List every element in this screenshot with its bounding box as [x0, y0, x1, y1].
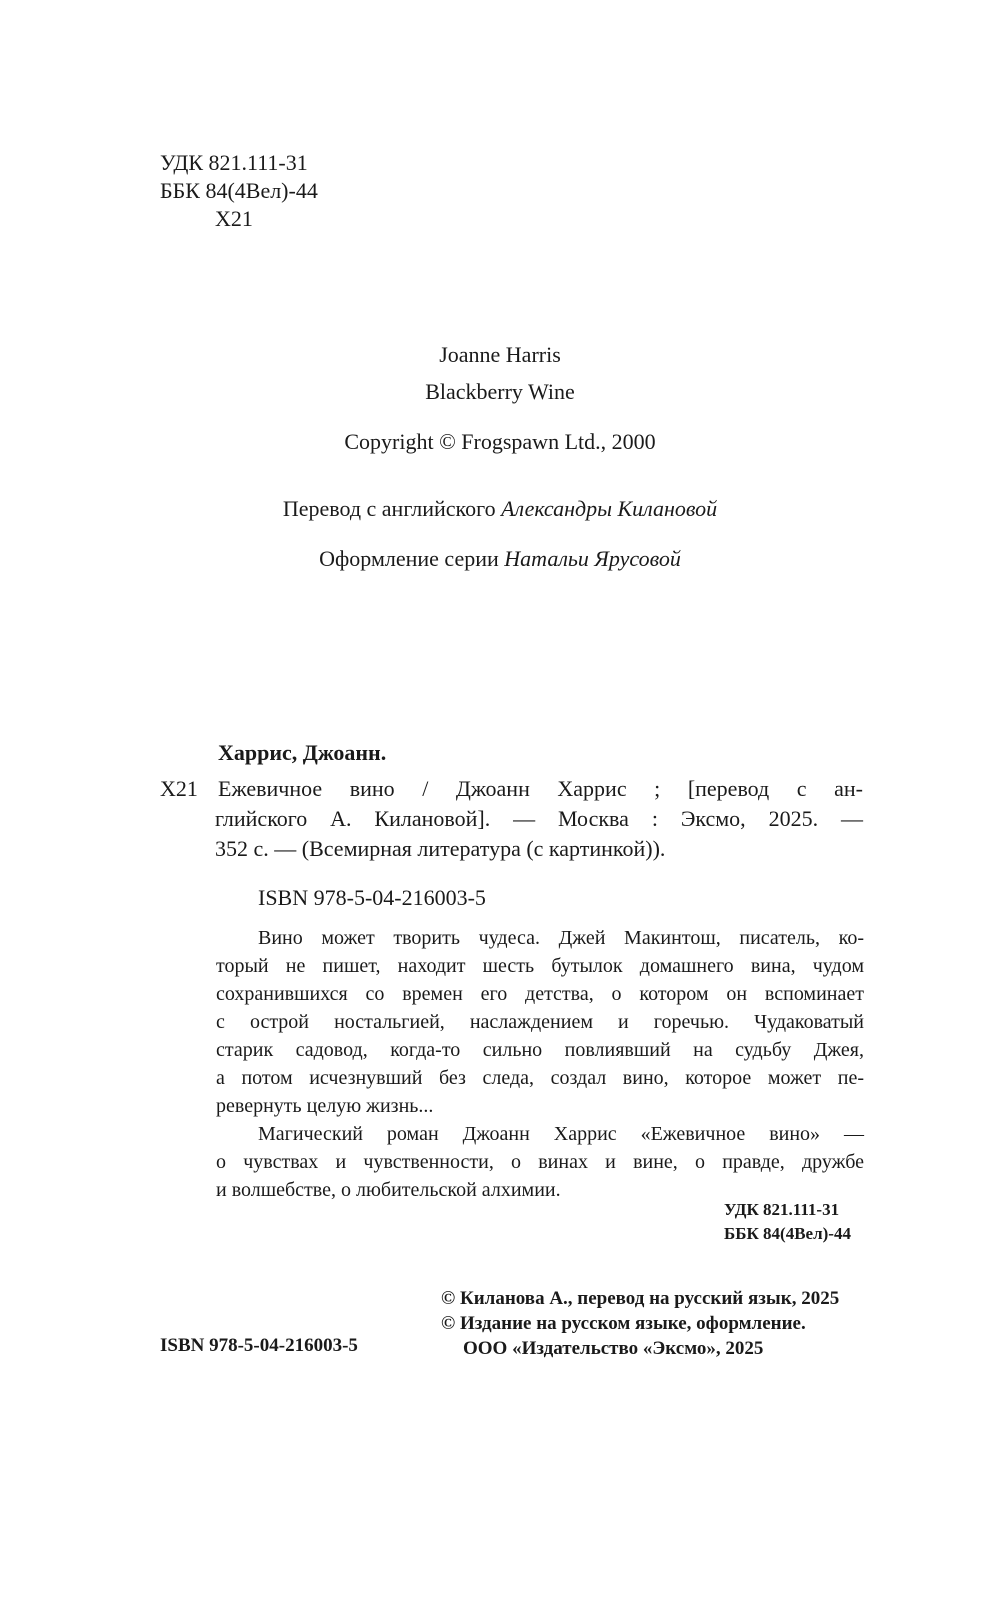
translator-name: Александры Килановой: [501, 496, 718, 521]
annotation-line: Вино может творить чудеса. Джей Макинтош, писатель, ко-: [258, 927, 864, 949]
bbk-code-top: ББК 84(4Вел)-44: [160, 178, 318, 203]
design-credit: [0, 544, 1000, 574]
catalog-author-mark: Х21: [160, 776, 198, 801]
designer-name: Натальи Ярусовой: [504, 546, 681, 571]
annotation-line: старик садовод, когда-то сильно повлиявший на судьбу Джея,: [216, 1039, 864, 1061]
description-line: глийского А. Килановой]. — Москва : Эксмо, 2025. —: [215, 806, 863, 831]
annotation-line: торый не пишет, находит шесть бутылок домашнего вина, чудом: [216, 955, 864, 977]
annotation-line: а потом исчезнувший без следа, создал вино, которое может пе-: [216, 1067, 864, 1089]
annotation-line: о чувствах и чувственности, о винах и вине, о правде, дружбе: [216, 1151, 864, 1173]
catalog-heading: Харрис, Джоанн.: [218, 740, 387, 765]
bbk-code-card: ББК 84(4Вел)-44: [724, 1224, 851, 1243]
annotation-line: и волшебстве, о любительской алхимии.: [216, 1179, 561, 1201]
author-mark-top: Х21: [215, 206, 253, 231]
annotation-line: ревернуть целую жизнь...: [216, 1095, 434, 1117]
annotation-line: Магический роман Джоанн Харрис «Ежевичное вино» —: [258, 1123, 864, 1145]
copyright-line: ООО «Издательство «Эксмо», 2025: [463, 1338, 764, 1359]
annotation-line: с острой ностальгией, наслаждением и горечью. Чудаковатый: [216, 1011, 864, 1033]
original-copyright: Copyright © Frogspawn Ltd., 2000: [344, 429, 656, 454]
udk-code-top: УДК 821.111-31: [160, 150, 308, 175]
copyright-line: © Издание на русском языке, оформление.: [441, 1313, 806, 1334]
translation-credit: [0, 494, 1000, 524]
annotation: [216, 924, 864, 1204]
copyright-line: © Киланова А., перевод на русский язык, 2025: [441, 1288, 840, 1309]
annotation-line: сохранившихся со времен его детства, о котором он вспоминает: [216, 983, 864, 1005]
description-line: 352 с. — (Всемирная литература (с картинкой)).: [215, 836, 666, 861]
footer-isbn: ISBN 978-5-04-216003-5: [160, 1335, 358, 1356]
description-line: Ежевичное вино / Джоанн Харрис ; [перевод с ан-: [218, 776, 863, 801]
udk-code-card: УДК 821.111-31: [724, 1200, 840, 1219]
catalog-isbn: ISBN 978-5-04-216003-5: [258, 885, 486, 910]
original-title: Blackberry Wine: [425, 379, 575, 404]
footer-copyright: [441, 1286, 839, 1361]
catalog-description: [215, 774, 863, 864]
original-author: Joanne Harris: [439, 342, 561, 367]
design-prefix: Оформление серии: [319, 546, 505, 571]
translation-prefix: Перевод с английского: [282, 496, 502, 521]
